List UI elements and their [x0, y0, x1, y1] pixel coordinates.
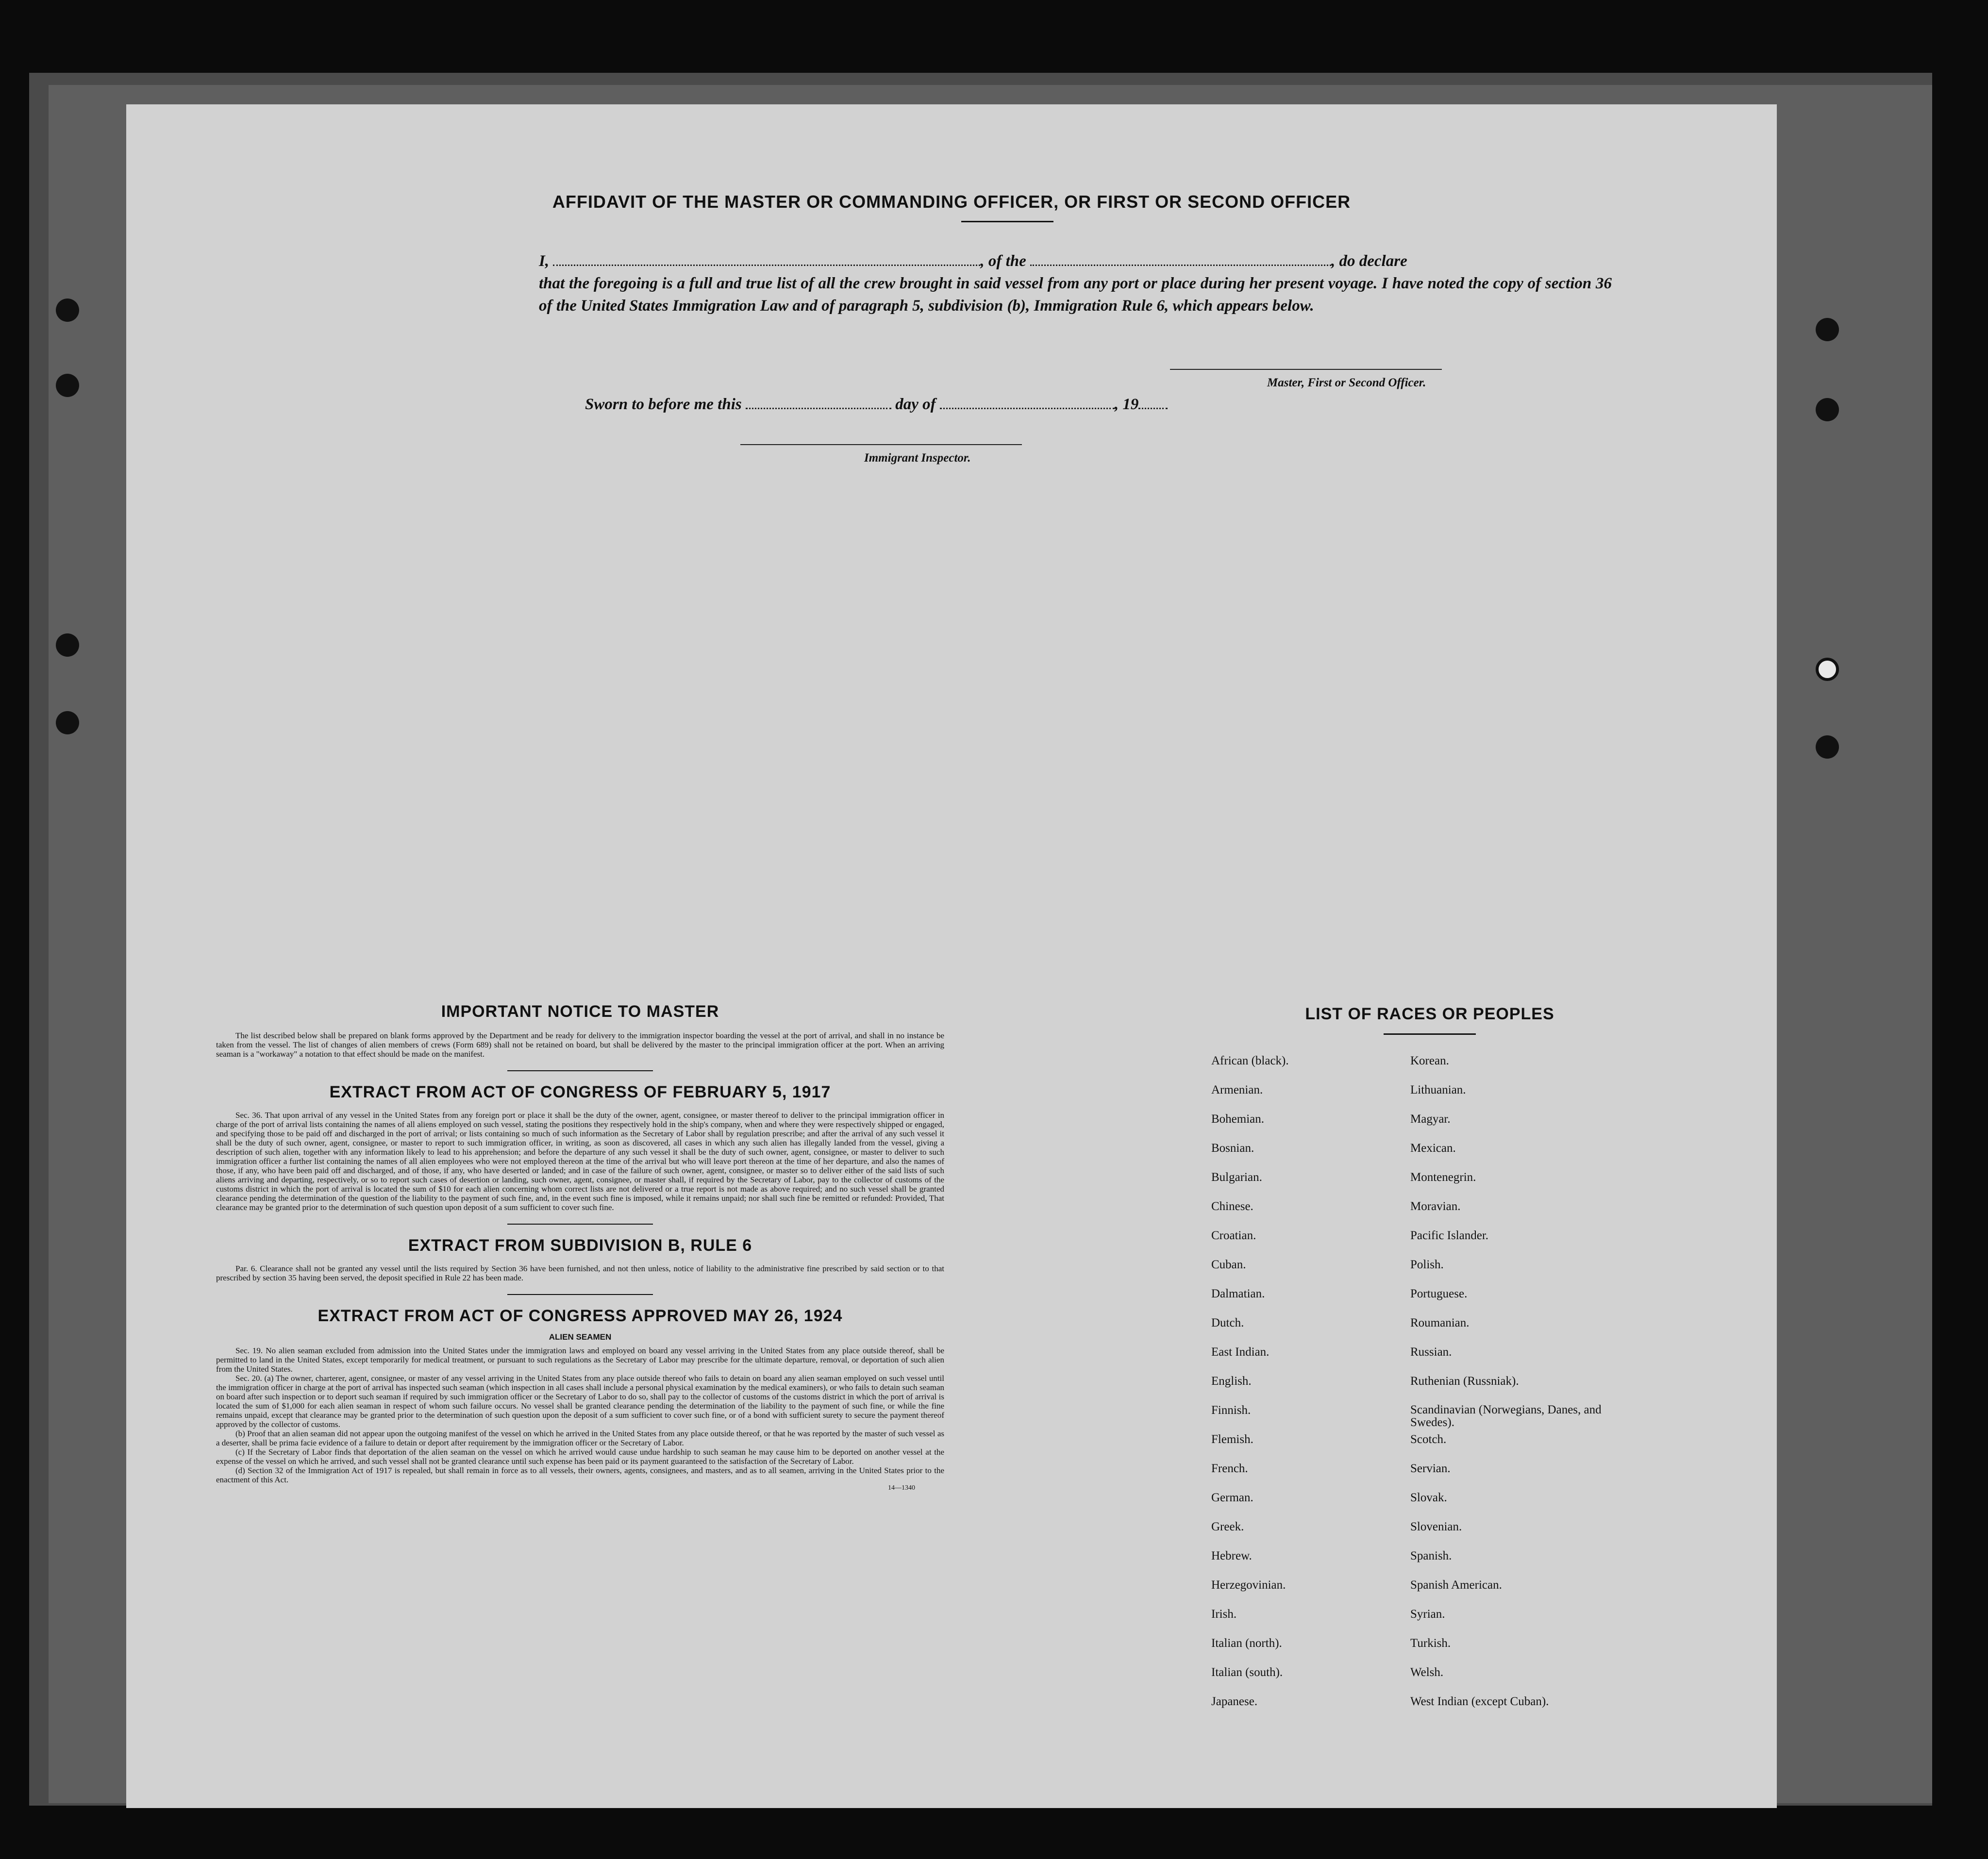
race-item: Chinese. — [1211, 1200, 1253, 1213]
race-item: German. — [1211, 1491, 1253, 1504]
race-item: Slovak. — [1410, 1491, 1447, 1504]
divider — [507, 1294, 653, 1295]
divider — [507, 1070, 653, 1071]
binder-hole — [56, 711, 79, 734]
race-item: Bosnian. — [1211, 1142, 1254, 1155]
form-number: 14—1340 — [888, 1484, 915, 1492]
race-item: Polish. — [1410, 1258, 1444, 1271]
binder-hole — [1816, 318, 1839, 341]
race-item: Slovenian. — [1410, 1520, 1462, 1533]
extract-1924-title: EXTRACT FROM ACT OF CONGRESS APPROVED MAY 26, 1924 — [317, 1307, 843, 1325]
race-item: Japanese. — [1211, 1695, 1258, 1708]
race-item: Moravian. — [1410, 1200, 1461, 1213]
race-item: Russian. — [1410, 1345, 1452, 1359]
extract-1924-paragraph: (b) Proof that an alien seaman did not appear upon the outgoing manifest of the vessel on which he arrived in the United States from any place outside thereof, or that he was reported by the master of such vessel as a deserter, shall be prima facie evidence of a failure to detain or deport after requirement by the immigration officer or the Secretary of Labor. — [216, 1429, 944, 1447]
race-item: Servian. — [1410, 1462, 1451, 1475]
day-of-text: day of — [895, 396, 936, 413]
race-item: Italian (north). — [1211, 1637, 1282, 1650]
affidavit-body: that the foregoing is a full and true list of all the crew brought in said vessel from any port or place during her present voyage. I have noted the copy of section 36 of the United States Immigration Law and of paragraph 5, subdivision (b), Immigration Rule 6, which appears below. — [539, 275, 1612, 315]
extract-1917-text — [216, 1111, 944, 1212]
binder-hole — [1816, 398, 1839, 421]
binder-hole — [1816, 735, 1839, 759]
year-prefix: , 19 — [1114, 396, 1139, 413]
legal-extracts — [216, 1002, 944, 1492]
binder-hole — [56, 374, 79, 397]
race-item: Syrian. — [1410, 1608, 1445, 1621]
races-column-2 — [1410, 1054, 1614, 1724]
races-rule — [1384, 1033, 1476, 1035]
affidavit-of-the: , of the — [980, 252, 1026, 270]
extract-1917-title: EXTRACT FROM ACT OF CONGRESS OF FEBRUARY 5, 1917 — [329, 1083, 831, 1101]
race-item: Ruthenian (Russniak). — [1410, 1375, 1519, 1388]
races-column-1 — [1211, 1054, 1410, 1724]
affidavit-declare: , do declare — [1331, 252, 1407, 270]
race-item: English. — [1211, 1375, 1252, 1388]
race-item: Roumanian. — [1410, 1316, 1470, 1329]
race-item: Italian (south). — [1211, 1666, 1283, 1679]
affidavit-text — [539, 250, 1612, 317]
divider — [507, 1224, 653, 1225]
race-item: African (black). — [1211, 1054, 1289, 1067]
affidavit-title: AFFIDAVIT OF THE MASTER OR COMMANDING OFFICER, OR FIRST OR SECOND OFFICER — [552, 192, 1351, 212]
rule6-title: EXTRACT FROM SUBDIVISION B, RULE 6 — [408, 1236, 752, 1255]
notice-text — [216, 1031, 944, 1059]
race-item: Spanish American. — [1410, 1578, 1502, 1592]
extract-1924-text — [216, 1346, 944, 1484]
race-item: Turkish. — [1410, 1637, 1451, 1650]
vessel-blank[interactable] — [1030, 265, 1331, 266]
sworn-text: Sworn to before me this — [585, 396, 742, 413]
inspector-label: Immigrant Inspector. — [864, 451, 971, 465]
race-item: Greek. — [1211, 1520, 1244, 1533]
races-grid — [1211, 1054, 1648, 1724]
signature-line[interactable] — [1170, 369, 1442, 370]
extract-1924-paragraph: (c) If the Secretary of Labor finds that deportation of the alien seaman on the vessel on which he arrived would cause undue hardship to such seaman he may cause him to be deported on another vessel at the expense of the vessel on which he arrived, and such vessel shall not be granted clearance until such expense has been paid or its payment guaranteed to the satisfaction of the Secretary of Labor. — [216, 1447, 944, 1466]
race-item: Magyar. — [1410, 1112, 1451, 1126]
race-item: Herzegovinian. — [1211, 1578, 1286, 1592]
race-item: Korean. — [1410, 1054, 1449, 1067]
race-item: Bulgarian. — [1211, 1171, 1262, 1184]
signature-label: Master, First or Second Officer. — [1267, 376, 1426, 389]
race-item: Irish. — [1211, 1608, 1237, 1621]
races-title: LIST OF RACES OR PEOPLES — [1305, 1005, 1554, 1023]
affidavit-i: I, — [539, 252, 550, 270]
race-item: Dalmatian. — [1211, 1287, 1265, 1300]
binder-hole — [56, 633, 79, 657]
race-item: Cuban. — [1211, 1258, 1246, 1271]
extract-1924-paragraph: (d) Section 32 of the Immigration Act of 1917 is repealed, but shall remain in force as to all vessels, their owners, agents, consignees, and masters, and as to all seamen, arriving in the United States prior to the enactment of this Act. — [216, 1466, 944, 1484]
extract-1924-paragraph: Sec. 19. No alien seaman excluded from admission into the United States under the immigration laws and employed on board any vessel arriving in the United States from any place outside thereof, shall be permitted to land in the United States, except temporarily for medical treatment, or pursuant to such regulations as the Secretary of Labor may prescribe for the ultimate departure, removal, or deportation of such alien from the United States. — [216, 1346, 944, 1374]
race-item: Welsh. — [1410, 1666, 1444, 1679]
alien-seamen-subtitle: ALIEN SEAMEN — [549, 1332, 612, 1342]
race-item: Bohemian. — [1211, 1112, 1265, 1126]
race-item: Montenegrin. — [1410, 1171, 1476, 1184]
race-item: Hebrew. — [1211, 1549, 1252, 1562]
race-item: Finnish. — [1211, 1404, 1251, 1417]
day-blank[interactable] — [746, 408, 891, 409]
notice-title: IMPORTANT NOTICE TO MASTER — [441, 1002, 719, 1021]
binder-hole — [56, 299, 79, 322]
race-item: French. — [1211, 1462, 1248, 1475]
race-item: Scotch. — [1410, 1433, 1447, 1446]
race-item: Scandinavian (Norwegians, Danes, and Swedes). — [1410, 1403, 1602, 1429]
binder-hole — [1816, 658, 1839, 681]
name-blank[interactable] — [553, 265, 980, 266]
notice-paragraph: The list described below shall be prepared on blank forms approved by the Department and be ready for delivery to the immigration inspector boarding the vessel at the port of arrival, and shall in no instance be taken from the vessel. The list of changes of alien members of crews (Form 689) shall not be retained on board, but shall be delivered by the master to the principal immigration officer at the port. When an arriving seaman is a "workaway" a notation to that effect should be made on the manifest. — [216, 1031, 944, 1059]
race-item: Croatian. — [1211, 1229, 1256, 1242]
title-rule — [961, 221, 1053, 222]
month-blank[interactable] — [940, 408, 1115, 409]
form-page — [126, 104, 1777, 1808]
race-item: Pacific Islander. — [1410, 1229, 1489, 1242]
extract-1917-paragraph: Sec. 36. That upon arrival of any vessel in the United States from any foreign port or place it shall be the duty of the owner, agent, consignee, or master thereof to deliver to the principal immigration officer in charge of the port of arrival lists containing the names of all aliens employed on such vessel, stating the positions they respectively hold in the ship's company, when and where they were respectively shipped or engaged, and specifying those to be paid off and discharged in the port of arrival; or lists containing so much of such information as the Secretary of Labor shall by regulation prescribe; and after the arrival of any such vessel it shall be the duty of such owner, agent, consignee, or master to report to such immigration officer, in writing, as soon as discovered, all cases in which any such alien has illegally landed from the vessel, giving a description of such alien, together with any information likely to lead to his apprehension; and before the departure of any such vessel it shall be the duty of such owner, agent, consignee, or master to deliver to such immigration officer a further list containing the names of all alien employees who were not employed thereon at the time of the arrival but who will leave port thereon at the time of her departure, and also the names of those, if any, who have been paid off and discharged, and of those, if any, who have deserted or landed; and in case of the failure of such owner, agent, consignee, or master so to deliver either of the said lists of such aliens arriving and departing, respectively, or so to report such cases of desertion or landing, such owner, agent, consignee, or master shall, if required by the Secretary of Labor, pay to the collector of customs of the customs district in which the port of arrival is located the sum of $10 for each alien concerning whom correct lists are not delivered or a true report is not made as above required; and no such vessel shall be granted clearance pending the determination of the question of the liability to the payment of such fine, and, in the event such fine is imposed, while it remains unpaid; nor shall such fine be remitted or refunded: Provided, That clearance may be granted prior to the determination of such question upon deposit of a sum sufficient to cover such fine. — [216, 1111, 944, 1212]
race-item: Mexican. — [1410, 1142, 1456, 1155]
race-item: Armenian. — [1211, 1083, 1263, 1096]
year-blank[interactable] — [1138, 408, 1168, 409]
race-item: Lithuanian. — [1410, 1083, 1466, 1096]
race-item: Flemish. — [1211, 1433, 1253, 1446]
race-item: East Indian. — [1211, 1345, 1270, 1359]
rule6-paragraph: Par. 6. Clearance shall not be granted any vessel until the lists required by Section 36 have been furnished, and not then unless, notice of liability to the administrative fine prescribed by said section or to that prescribed by section 35 having been served, the deposit specified in Rule 22 has been made. — [216, 1264, 944, 1282]
rule6-text — [216, 1264, 944, 1282]
extract-1924-paragraph: Sec. 20. (a) The owner, charterer, agent, consignee, or master of any vessel arriving in the United States from any place outside thereof who fails to detain on board any alien seaman employed on such vessel until the immigration officer in charge at the port of arrival has inspected such seaman (which inspection in all cases shall include a personal physical examination by the medical examiners), or who fails to detain such seaman on board after such inspection or to deport such seaman if required by such immigration officer or the Secretary of Labor to do so, shall pay to the collector of customs of the customs district in which the port of arrival is located the sum of $1,000 for each alien seaman in respect of whom such failure occurs. No vessel shall be granted clearance pending the determination of the liability to the payment of such fine, or while the fine remains unpaid, except that clearance may be granted prior to the determination of such question upon the deposit of a sum sufficient to cover such fine, or of a bond with sufficient surety to secure the payment thereof approved by the collector of customs. — [216, 1374, 944, 1429]
race-item: Dutch. — [1211, 1316, 1244, 1329]
race-item: West Indian (except Cuban). — [1410, 1695, 1549, 1708]
races-list — [1211, 1005, 1648, 1724]
race-item: Spanish. — [1410, 1549, 1452, 1562]
inspector-signature-line[interactable] — [740, 444, 1022, 445]
sworn-line — [585, 396, 1168, 414]
race-item: Portuguese. — [1410, 1287, 1468, 1300]
